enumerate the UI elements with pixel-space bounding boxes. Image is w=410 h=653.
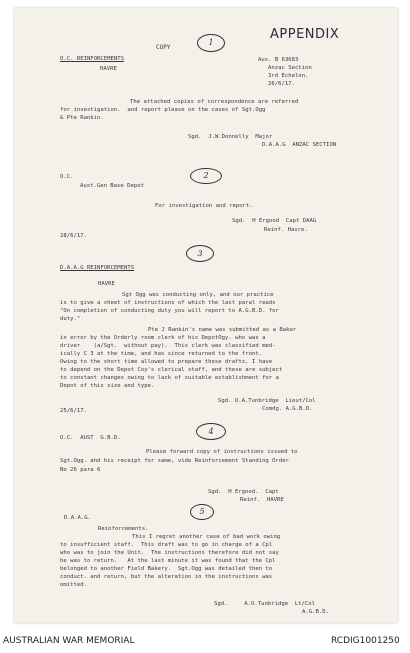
memo3-signature: Comdg. A.G.B.D.	[262, 406, 313, 412]
memo3-body-line: ically C 3 at the time, and has since returned to the front.	[60, 351, 263, 357]
memo1-body-line: The attached copies of correspondence are referred	[130, 99, 299, 105]
memo3-body-line: duty."	[60, 316, 81, 322]
memo2-signature: Reinf. Havre.	[264, 227, 308, 233]
memo2-date: 28/6/17.	[60, 233, 87, 239]
memo3-signature: Sgd. O.A.Tunbridge Lieut/Col	[218, 398, 316, 404]
memo5-body-line: This I regret another case of bad work owing	[132, 534, 281, 540]
archive-reference: RCDIG1001250	[331, 636, 400, 646]
memo5-body-line: he was to return. At the last minute it was found that the Cpl	[60, 558, 276, 564]
memo5-signature: A.G.B.D.	[302, 609, 329, 615]
memo3-body-line: Owing to the short time allowed to prepare these drafts, I have	[60, 359, 273, 365]
memo5-to-line: D.A.A.G.	[64, 515, 91, 521]
memo3-body-line: Depot of this size and type.	[60, 383, 155, 389]
circled-number-3: 3	[186, 245, 214, 262]
memo5-subject: Reinforcements.	[98, 526, 149, 532]
memo1-ref-line: 3rd Echelon.	[268, 73, 309, 79]
circled-number-5: 5	[190, 504, 214, 520]
memo1-ref-line: Anzac Section	[268, 65, 312, 71]
memo1-place: HAVRE	[100, 66, 117, 72]
memo3-body-line: "On completion of conducting duty you will report to A.G.B.D. for	[60, 308, 279, 314]
memo3-body-line: to depend on the Depot Coy's clerical staff, and these are subject	[60, 367, 283, 373]
memo4-to-line: O.C. AUST G.B.D.	[60, 435, 121, 441]
memo4-body-line: Sgt.Ogg. and his receipt for same, vide Reinforcement Standing Order	[60, 458, 290, 464]
memo1-to-line: O.C. REINFORCEMENTS	[60, 56, 124, 62]
memo1-ref-line: Aus. B 63683	[258, 57, 299, 63]
archive-credit: AUSTRALIAN WAR MEMORIAL	[3, 636, 135, 646]
copy-mark: COPY	[156, 44, 171, 51]
memo5-body-line: conduct. and return, but the alteration in the instructions was	[60, 574, 273, 580]
memo1-body-line: & Pte Rankin.	[60, 115, 104, 121]
memo1-ref-line: 26/6/17.	[268, 81, 295, 87]
memo1-body-line: for investigation. and report please on the cases of Sgt.Ogg	[60, 107, 266, 113]
circled-number-1: 1	[197, 34, 225, 52]
memo4-body-line: No 26 para 6	[60, 467, 101, 473]
circled-number-2: 2	[190, 168, 222, 184]
memo3-date: 25/6/17.	[60, 408, 87, 414]
memo3-body-line: in error by the Orderly room clerk of his DepotOgy. who was a	[60, 335, 266, 341]
memo4-signature: Sgd. H Ergood. Capt	[208, 489, 279, 495]
memo3-body-line: Pte J Rankin's name was submitted as a Baker	[148, 327, 297, 333]
memo4-body-line: Please forward copy of instructions issued to	[146, 449, 298, 455]
memo3-body-line: to constant changes owing to lack of suitable establishment for a	[60, 375, 279, 381]
memo4-signature: Reinf. HAVRE	[240, 497, 284, 503]
circled-number-4: 4	[196, 423, 226, 440]
memo2-signature: Sgd. H Ergood Capt DAAG	[232, 218, 317, 224]
memo5-body-line: to insufficient staff. This draft was to go in charge of a Cpl	[60, 542, 273, 548]
memo5-body-line: omitted.	[60, 582, 87, 588]
memo5-signature: Sgd. A.O.Tunbridge Lt/Col	[214, 601, 316, 607]
memo5-body-line: who was to join the Unit. The instructions therefore did not say	[60, 550, 279, 556]
memo2-to-line: O.C.	[60, 174, 74, 180]
memo2-body: For investigation and report.	[155, 203, 253, 209]
memo3-place: HAVRE	[98, 281, 115, 287]
memo1-signature: D.A.A.G ANZAC SECTION	[262, 142, 337, 148]
memo3-to-line: D.A.A.G REINFORCEMENTS	[60, 265, 135, 271]
memo3-body-line: driver (a/Sgt. without pay). This clerk was classified med-	[60, 343, 276, 349]
memo5-body-line: belonged to another Field Bakery. Sgt.Ogg was detailed then to	[60, 566, 273, 572]
memo3-body-line: Sgt Ogg was conducting only, and our practice	[122, 292, 274, 298]
memo3-body-line: is to give a sheet of instructions of which the last paral reads	[60, 300, 276, 306]
memo1-signature: Sgd. J.W.Donnelly Major	[188, 134, 273, 140]
appendix-stamp: APPENDIX	[270, 27, 340, 42]
memo2-unit: Aust.Gen Base Depot	[80, 183, 144, 189]
